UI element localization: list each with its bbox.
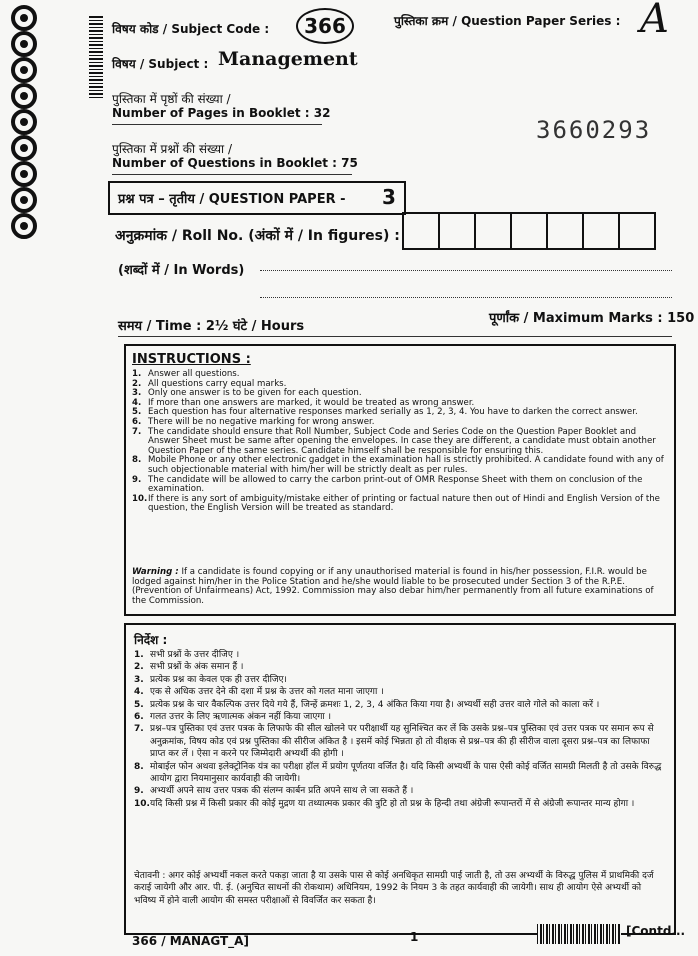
list-item: 7. The candidate should ensure that Roll Number, Subject Code and Series Code on the Question Paper Booklet and Answer Sheet must be same after opening the envelopes. In case they are different, a candidate must obtain another Question Paper of the same series. Candidate himself shall be responsible for ensuring this. <box>132 426 656 456</box>
divider <box>112 174 352 175</box>
time-label: समय / Time : 2½ घंटे / Hours <box>118 319 305 334</box>
roll-digit-box[interactable] <box>512 212 548 250</box>
list-item: 9. The candidate will be allowed to carry the carbon print-out of OMR Response Sheet with them on conclusion of the examination. <box>132 474 643 495</box>
footer-code: 366 / MANAGT_A] <box>132 934 249 948</box>
questions-label-hi: पुस्तिका में प्रश्नों की संख्या / <box>112 142 232 156</box>
list-item: 3. Only one answer is to be given for each question. <box>132 388 362 399</box>
instructions-title: INSTRUCTIONS : <box>132 352 251 367</box>
list-item: 10. यदि किसी प्रश्न में किसी प्रकार की कोई मुद्रण या तथ्यात्मक प्रकार की त्रुटि हो तो प्रश्न के हिन्दी तथा अंग्रेजी रूपान्तरों में से अंग्रेजी रूपान्तर मान्य होगा । <box>134 798 635 809</box>
list-item: 1. Answer all questions. <box>132 369 240 379</box>
questions-label-en: Number of Questions in Booklet : 75 <box>112 156 358 170</box>
max-marks-label: पूर्णांक / Maximum Marks : 150 <box>489 311 695 326</box>
roll-number-boxes[interactable] <box>402 212 656 250</box>
question-paper-number: 3 <box>382 185 396 209</box>
list-item: 1. सभी प्रश्नों के उत्तर दीजिए । <box>134 650 240 660</box>
roll-digit-box[interactable] <box>584 212 620 250</box>
roll-digit-box[interactable] <box>402 212 440 250</box>
list-item: 5. प्रत्येक प्रश्न के चार वैकल्पिक उत्तर दिये गये हैं, जिन्हें क्रमशः 1, 2, 3, 4 अंकित किया गया है। अभ्यर्थी सही उत्तर वाले गोले को काला करें । <box>134 699 600 710</box>
series-letter: A <box>640 0 669 42</box>
pages-label-hi: पुस्तिका में पृष्ठों की संख्या / <box>112 92 231 106</box>
list-item: 4. एक से अधिक उत्तर देने की दशा में प्रश्न के उत्तर को गलत माना जाएगा । <box>134 687 384 698</box>
list-item: 3. प्रत्येक प्रश्न का केवल एक ही उत्तर दीजिए। <box>134 674 287 685</box>
list-item: 10. If there is any sort of ambiguity/mistake either of printing or factual nature then out of Hindi and English Version of the question, the English Version will be treated as standard. <box>132 493 660 514</box>
subject-code: 366 <box>296 8 354 44</box>
instructions-list <box>132 370 668 514</box>
in-words-line[interactable] <box>260 270 672 271</box>
list-item: 6. गलत उत्तर के लिए ऋणात्मक अंकन नहीं किया जाएगा । <box>134 712 332 723</box>
series-label: पुस्तिका क्रम / Question Paper Series : <box>394 14 621 28</box>
divider <box>112 124 322 125</box>
hindi-instructions-list <box>134 649 666 810</box>
list-item: 7. प्रश्न–पत्र पुस्तिका एवं उत्तर पत्रक के लिफाफे की सील खोलने पर परीक्षार्थी यह सुनिश्चित कर लें कि उसके प्रश्न–पत्र पुस्तिका एवं उत्तर पत्रक पर समान रूप से अनुक्रमांक, विषय कोड एवं प्रश्न पुस्तिका की सीरीज अंकित है । इसमें कोई भिन्नता हो तो वीक्षक से प्रश्न–पत्र की ही सीरीज वाला दूसरा प्रश्न–पत्र का लिफाफा प्राप्त कर लें । ऐसा न करने पर जिम्मेदारी अभ्यर्थी की होगी । <box>134 724 654 760</box>
decorative-border <box>0 0 52 240</box>
list-item: 8. मोबाईल फोन अथवा इलेक्ट्रोनिक यंत्र का परीक्षा हॉल में प्रयोग पूर्णतया वर्जित है। यदि किसी अभ्यर्थी के पास ऐसी कोई वर्जित सामग्री मिलती है तो उसके विरुद्ध आयोग द्वारा नियमानुसार कार्यवाही की जायेगी। <box>134 761 662 785</box>
roll-digit-box[interactable] <box>620 212 656 250</box>
question-paper-box <box>108 181 406 215</box>
list-item: 2. सभी प्रश्नों के अंक समान हैं । <box>134 662 244 673</box>
roll-number-label: अनुक्रमांक / Roll No. (अंकों में / In figures) : <box>115 228 400 244</box>
warning-text: Warning : If a candidate is found copying or if any unauthorised material is found in his/her possession, F.I.R. would be lodged against him/her in the Police Station and he/she would liable to be prosecuted under Section 3 of the R.P.E. (Prevention of Unfairmeans) Act, 1992. Commission may also debar him/her permanently from all future examinations of the Commission. <box>132 567 654 606</box>
divider <box>118 336 672 337</box>
list-item: 5. Each question has four alternative responses marked serially as 1, 2, 3, 4. You have to darken the correct answer. <box>132 407 638 418</box>
list-item: 9. अभ्यर्थी अपने साथ उत्तर पत्रक की संलग्न कार्बन प्रति अपने साथ ले जा सकते हैं । <box>134 786 414 797</box>
hindi-instructions-title: निर्देश : <box>134 633 168 647</box>
hindi-warning-text: चेतावनी : अगर कोई अभ्यर्थी नकल करते पकड़ा जाता है या उसके पास से कोई अनधिकृत सामग्री पाई जाती है, तो उस अभ्यर्थी के विरुद्ध पुलिस में प्राथमिकी दर्ज कराई जायेगी और आर. पी. ई. (अनुचित साधनों की रोकथाम) अधिनियम, 1992 के नियम 3 के तहत कार्यवाही की जायेगी। साथ ही आयोग ऐसे अभ्यर्थी को भविष्य में होने वाली आयोग की समस्त परीक्षाओं से विवर्जित कर सकता है। <box>134 871 654 906</box>
barcode-icon <box>537 924 621 944</box>
instructions-box <box>124 344 676 616</box>
roll-digit-box[interactable] <box>548 212 584 250</box>
subject-name: Management <box>218 48 358 70</box>
subject-label: विषय / Subject : <box>112 57 209 71</box>
in-words-line[interactable] <box>260 297 672 298</box>
list-item: 2. All questions carry equal marks. <box>132 378 287 389</box>
barcode-icon <box>89 16 103 100</box>
roll-digit-box[interactable] <box>440 212 476 250</box>
pages-label-en: Number of Pages in Booklet : 32 <box>112 106 331 120</box>
list-item: 6. There will be no negative marking for wrong answer. <box>132 416 375 427</box>
in-words-label: (शब्दों में / In Words) <box>118 263 245 278</box>
serial-number: 3660293 <box>536 116 652 144</box>
page-number: 1 <box>410 930 419 944</box>
roll-digit-box[interactable] <box>476 212 512 250</box>
list-item: 4. If more than one answers are marked, it would be treated as wrong answer. <box>132 397 475 408</box>
continued-label: [Contd... <box>626 924 686 938</box>
list-item: 8. Mobile Phone or any other electronic gadget in the examination hall is strictly prohibited. A candidate found with any of such objectionable material with him/her will be strictly dealt as per rules. <box>132 455 664 475</box>
hindi-instructions-box <box>124 623 676 935</box>
subject-code-label: विषय कोड / Subject Code : <box>112 22 270 36</box>
question-paper-label: प्रश्न पत्र – तृतीय / QUESTION PAPER - <box>118 192 346 207</box>
